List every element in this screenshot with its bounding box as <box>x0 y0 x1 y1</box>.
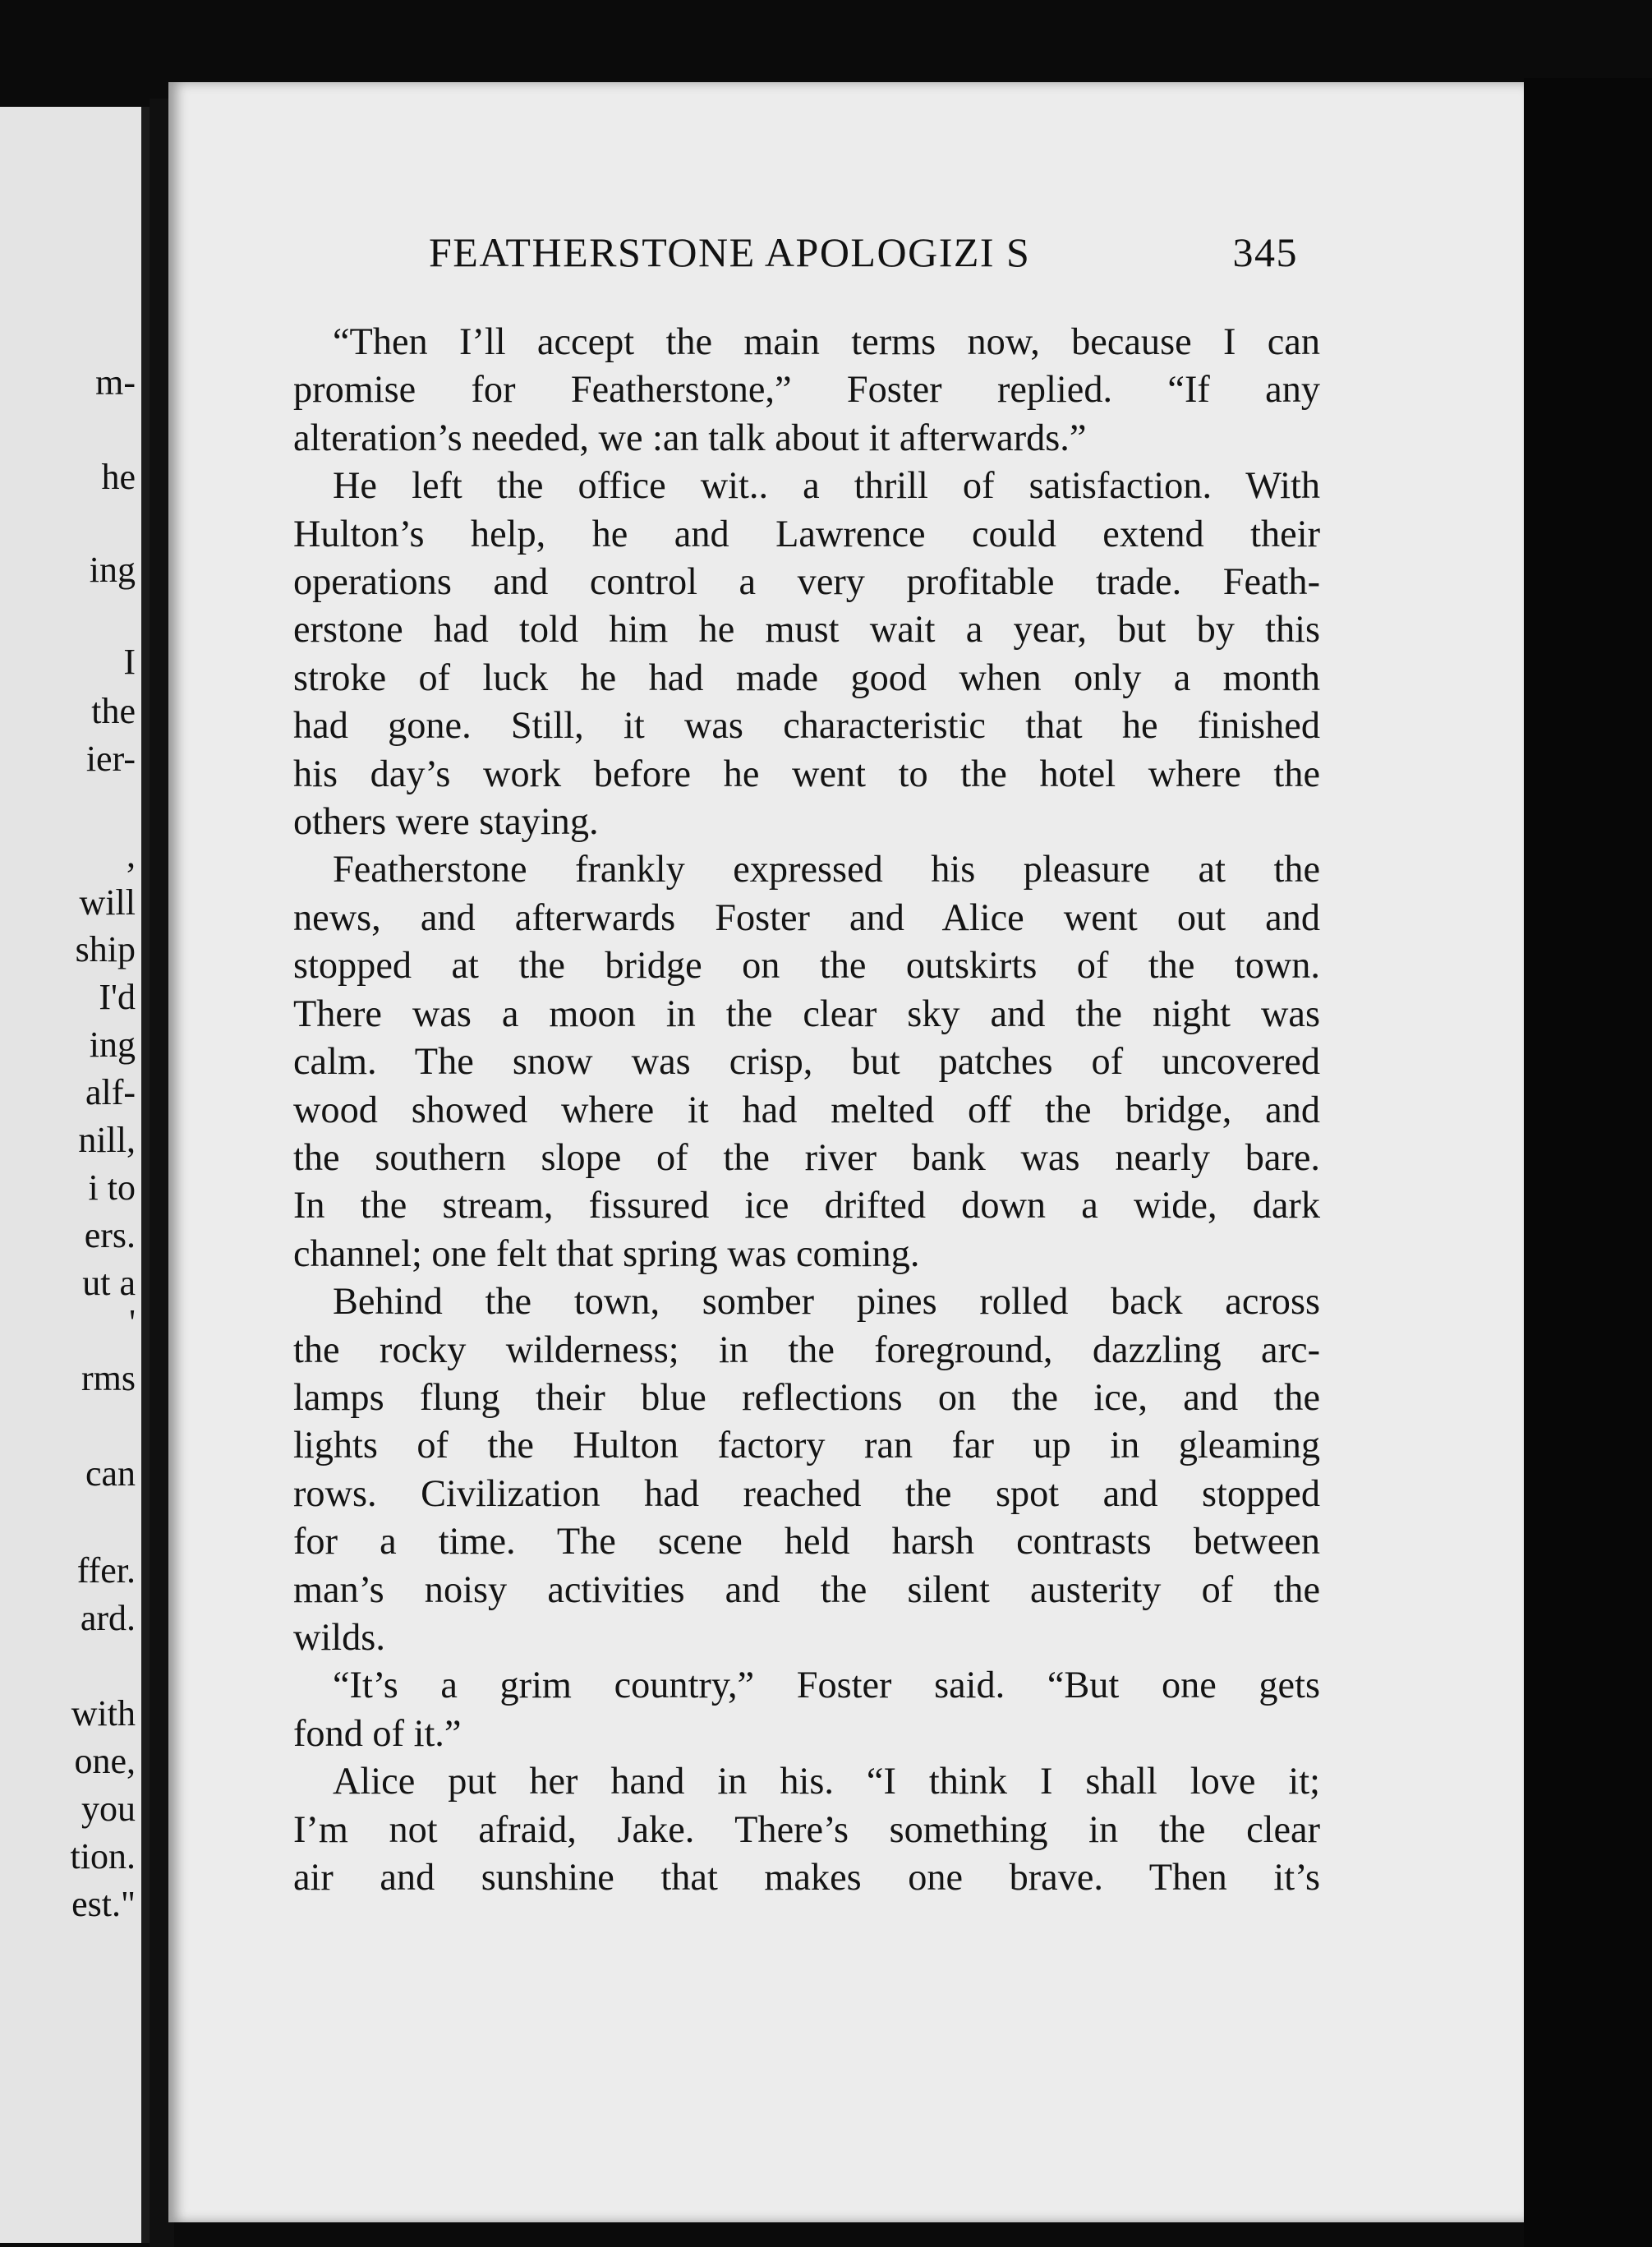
left-page-fragment: ing <box>89 550 136 590</box>
text-line: the rocky wilderness; in the foreground, dazzling arc- <box>293 1328 1320 1371</box>
left-page-fragment: tion. <box>70 1836 136 1876</box>
text-line: Behind the town, somber pines rolled back across <box>333 1281 1320 1324</box>
left-page-fragment: ing <box>89 1025 136 1065</box>
text-line: Alice put her hand in his. “I think I shall love it; <box>333 1761 1320 1803</box>
text-line: the southern slope of the river bank was nearly bare. <box>293 1136 1320 1179</box>
text-line: promise for Featherstone,” Foster replied. “If any <box>293 369 1320 412</box>
left-page-fragment: I'd <box>99 977 136 1017</box>
running-head-title: FEATHERSTONE APOLOGIZI S <box>429 229 1031 275</box>
left-page-fragment: you <box>81 1789 136 1829</box>
left-page-fragment: rms <box>81 1358 136 1398</box>
text-line: fond of it.” <box>293 1712 462 1755</box>
text-line: had gone. Still, it was characteristic that he finished <box>293 705 1320 748</box>
left-page-fragment: nill, <box>78 1120 136 1160</box>
left-page-fragment: est." <box>71 1884 136 1924</box>
left-page-fragment: ship <box>75 929 136 969</box>
text-line: wilds. <box>293 1616 385 1659</box>
text-line: his day’s work before he went to the hotel where the <box>293 753 1320 795</box>
left-page-fragment: ' <box>129 1302 136 1342</box>
left-page-fragment: i to <box>88 1167 136 1208</box>
left-page-fragment: will <box>79 882 136 923</box>
text-line: operations and control a very profitable trade. Feath- <box>293 561 1320 604</box>
left-page-fragment: alf- <box>85 1072 136 1112</box>
text-line: stroke of luck he had made good when only a month <box>293 656 1320 699</box>
left-page-fragment: ard. <box>80 1598 136 1638</box>
text-line: erstone had told him he must wait a year, but by this <box>293 609 1320 652</box>
page-number: 345 <box>1232 229 1298 275</box>
text-line: There was a moon in the clear sky and the night was <box>293 992 1320 1035</box>
text-line: I’m not afraid, Jake. There’s something in the clear <box>293 1808 1320 1851</box>
left-page-fragment: ers. <box>84 1215 136 1255</box>
text-line: alteration’s needed, we :an talk about it afterwards.” <box>293 417 1087 459</box>
text-line: news, and afterwards Foster and Alice went out and <box>293 896 1320 939</box>
text-line: In the stream, fissured ice drifted down a wide, dark <box>293 1185 1320 1227</box>
left-page-edge <box>141 107 150 2243</box>
left-page-fragment: I <box>123 642 136 682</box>
left-page-fragment: m- <box>95 362 136 403</box>
text-line: man’s noisy activities and the silent austerity of the <box>293 1568 1320 1611</box>
left-page-fragment: ut a <box>82 1263 136 1303</box>
text-line: wood showed where it had melted off the bridge, and <box>293 1089 1320 1131</box>
left-page-fragment: he <box>101 457 136 497</box>
text-line: “It’s a grim country,” Foster said. “But one gets <box>333 1665 1320 1707</box>
text-line: lights of the Hulton factory ran far up in gleaming <box>293 1425 1320 1467</box>
left-page-fragment: , <box>127 835 136 875</box>
text-line: rows. Civilization had reached the spot and stopped <box>293 1472 1320 1515</box>
text-line: stopped at the bridge on the outskirts of the town. <box>293 945 1320 988</box>
text-line: others were staying. <box>293 801 599 844</box>
text-line: for a time. The scene held harsh contrasts between <box>293 1521 1320 1563</box>
body-text <box>293 319 1320 1902</box>
left-page-fragment: one, <box>74 1741 136 1781</box>
text-line: lamps flung their blue reflections on the ice, and the <box>293 1376 1320 1419</box>
left-page-fragment: with <box>71 1693 136 1734</box>
text-line: “Then I’ll accept the main terms now, because I can <box>333 321 1320 363</box>
background-edge <box>1524 78 1652 2247</box>
left-page-fragment: can <box>85 1453 136 1494</box>
text-line: He left the office wit.. a thrill of satisfaction. With <box>333 465 1320 508</box>
text-line: channel; one felt that spring was coming. <box>293 1232 920 1275</box>
text-line: calm. The snow was crisp, but patches of uncovered <box>293 1041 1320 1084</box>
left-page-fragment: ier- <box>85 739 136 779</box>
left-page-fragment: the <box>91 691 136 731</box>
text-line: Featherstone frankly expressed his pleasure at the <box>333 849 1320 891</box>
text-line: Hulton’s help, he and Lawrence could extend their <box>293 513 1320 555</box>
left-page-fragment: ffer. <box>76 1550 136 1591</box>
text-line: air and sunshine that makes one brave. Then it’s <box>293 1857 1320 1899</box>
